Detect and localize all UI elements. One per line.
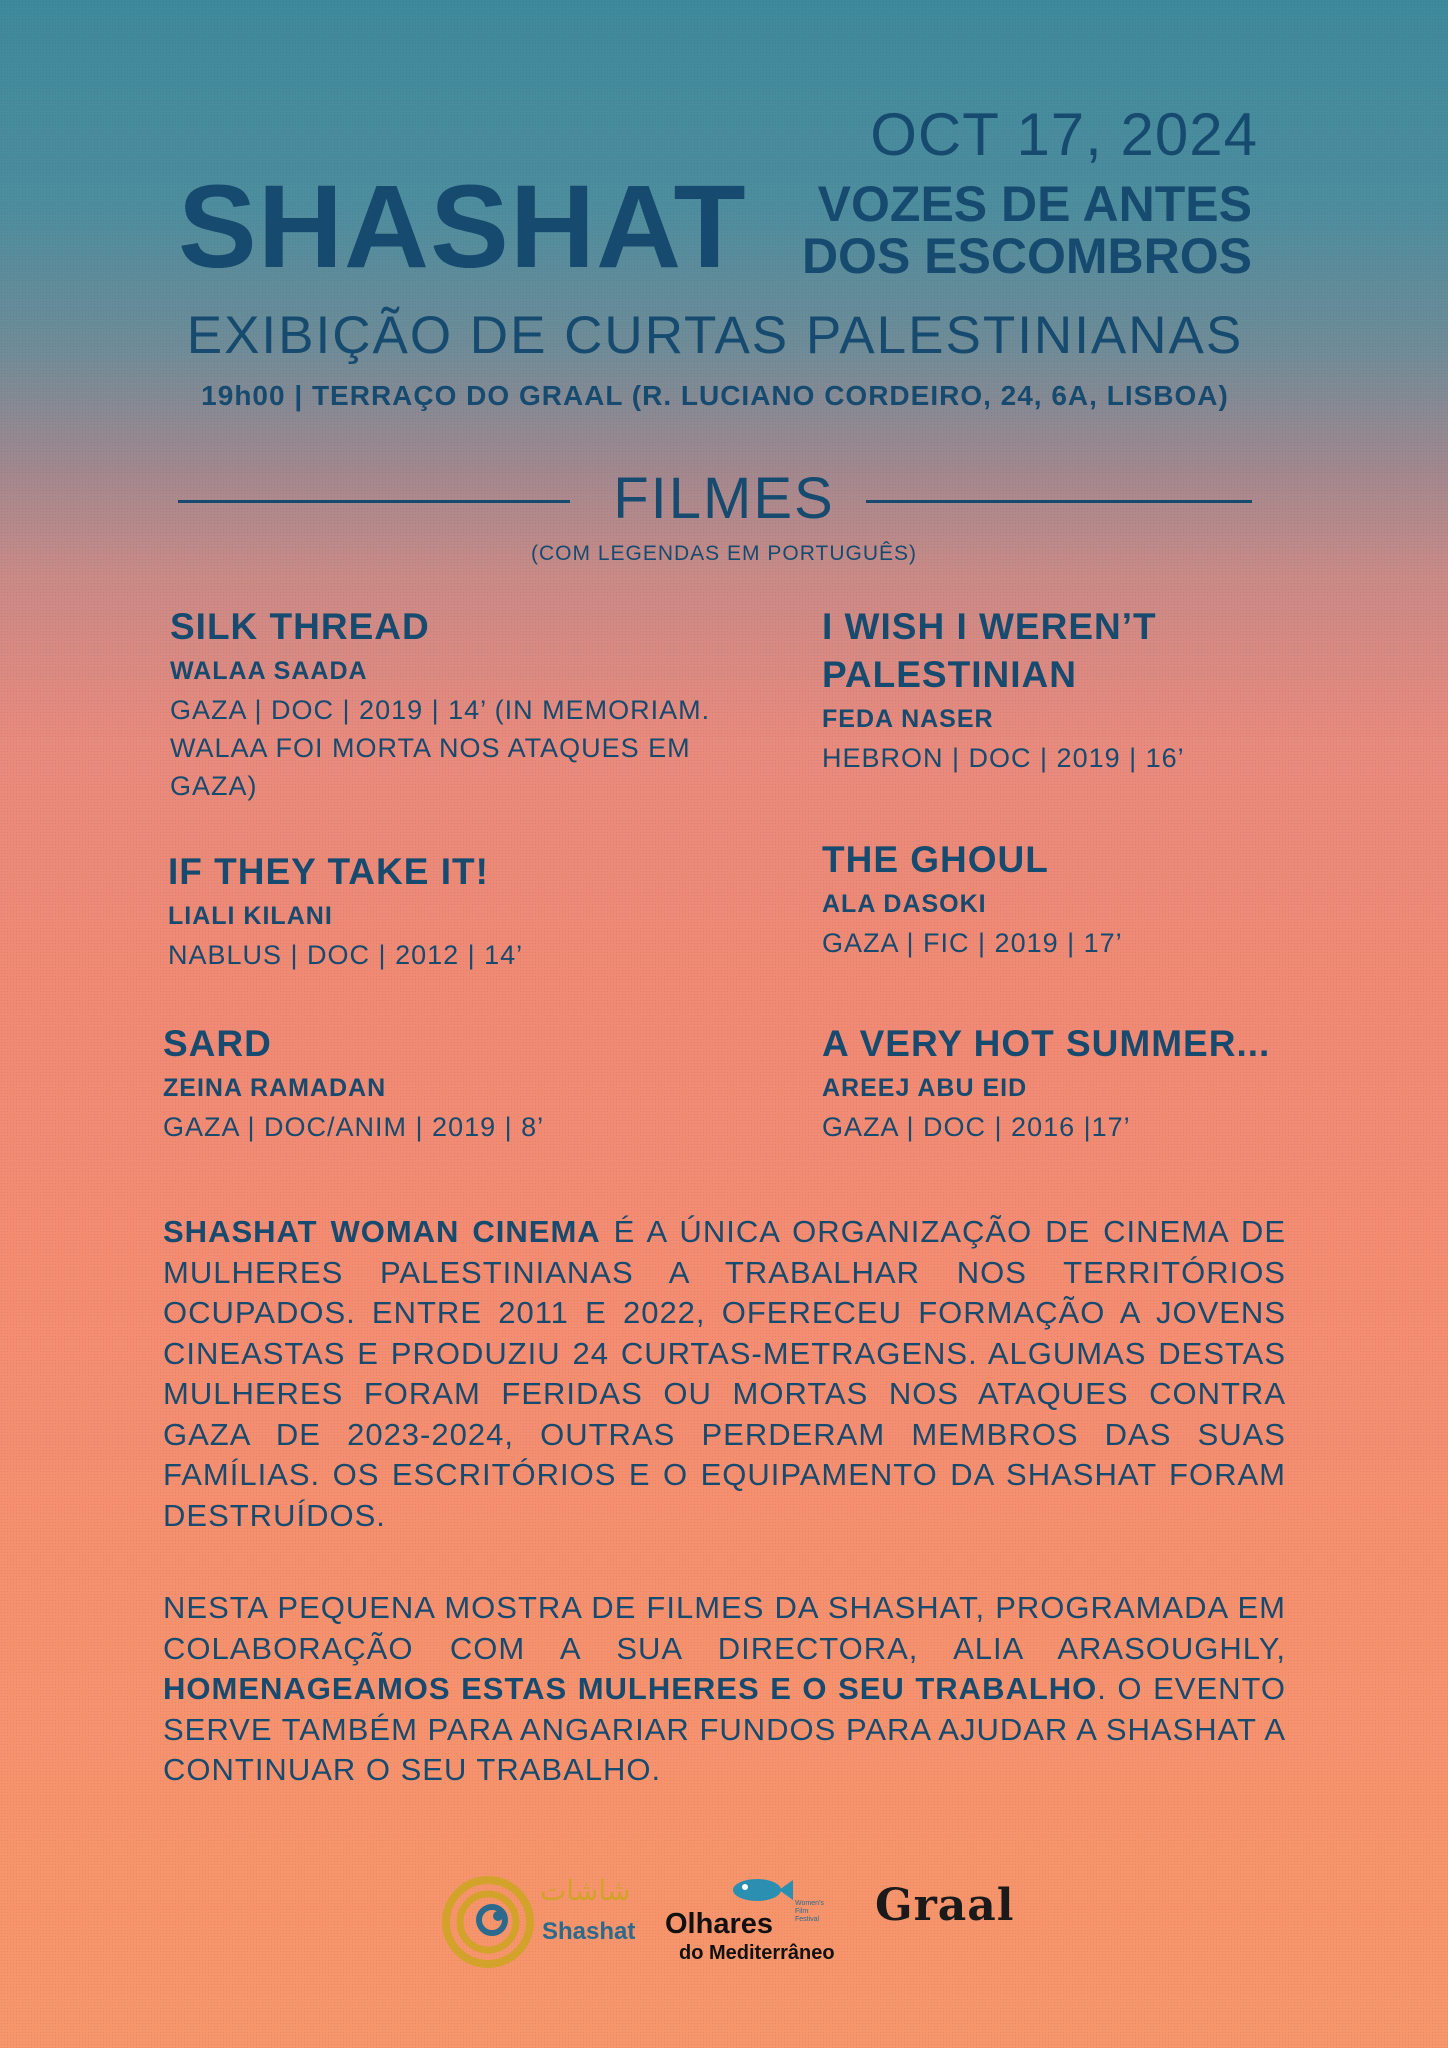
olhares-name: Olhares [665, 1908, 773, 1940]
film-entry [822, 603, 1242, 777]
fish-icon [725, 1870, 795, 1910]
exhibition-heading: EXIBIÇÃO DE CURTAS PALESTINIANAS [186, 306, 1244, 365]
about-text-1: É A ÚNICA ORGANIZAÇÃO DE CINEMA DE MULHERES PALESTINIANAS A TRABALHAR NOS TERRITÓRIOS OCUPADOS. ENTRE 2011 E 2022, OFERECEU FORMAÇÃO A JOVENS CINEASTAS E PRODUZIU 24 CURTAS-METRAGENS. ALGUMAS DESTAS MULHERES FORAM FERIDAS OU MORTAS NOS ATAQUES CONTRA GAZA DE 2023-2024, OUTRAS PERDERAM MEMBROS DAS SUAS FAMÍLIAS. OS ESCRITÓRIOS E O EQUIPAMENTO DA SHASHAT FORAM DESTRUÍDOS. [163, 1214, 1286, 1533]
olhares-logo [665, 1870, 865, 1970]
film-info: HEBRON | DOC | 2019 | 16’ [822, 743, 1185, 773]
about-paragraph-1 [163, 1212, 1286, 1536]
event-title: SHASHAT [178, 161, 747, 293]
film-director: WALAA SAADA [170, 657, 368, 685]
film-title: SARD [163, 1023, 272, 1064]
film-info: GAZA | DOC/ANIM | 2019 | 8’ [163, 1112, 545, 1142]
film-entry [163, 1020, 723, 1146]
film-director: ALA DASOKI [822, 890, 987, 918]
films-heading: FILMES [613, 466, 835, 531]
film-director: AREEJ ABU EID [822, 1074, 1028, 1102]
film-entry [168, 848, 728, 974]
olhares-tagline: Women's Film Festival [795, 1900, 824, 1923]
film-title: SILK THREAD [170, 606, 430, 647]
partner-logos [0, 1870, 1448, 1970]
about-text-2a: NESTA PEQUENA MOSTRA DE FILMES DA SHASHAT, PROGRAMADA EM COLABORAÇÃO COM A SUA DIRECTORA, ALIA ARASOUGHLY, [163, 1590, 1286, 1666]
subtitles-note: (COM LEGENDAS EM PORTUGUÊS) [531, 542, 917, 565]
org-name: SHASHAT WOMAN CINEMA [163, 1214, 601, 1249]
film-title: I WISH I WEREN’T PALESTINIAN [822, 606, 1157, 695]
shashat-spiral-icon [440, 1872, 540, 1972]
tribute-statement: HOMENAGEAMOS ESTAS MULHERES E O SEU TRABALHO [163, 1671, 1098, 1706]
film-info: GAZA | FIC | 2019 | 17’ [822, 928, 1123, 958]
event-date: OCT 17, 2024 [870, 101, 1258, 168]
film-director: FEDA NASER [822, 705, 994, 733]
graal-wordmark: Graal [875, 1880, 1015, 1931]
film-title: A VERY HOT SUMMER... [822, 1023, 1271, 1064]
film-director: ZEINA RAMADAN [163, 1074, 387, 1102]
film-title: THE GHOUL [822, 839, 1049, 880]
about-text-2b: . O EVENTO SERVE TAMBÉM PARA ANGARIAR FUNDOS PARA AJUDAR A SHASHAT A CONTINUAR O SEU TRABALHO. [163, 1671, 1286, 1787]
film-entry [822, 836, 1382, 962]
film-director: LIALI KILANI [168, 902, 333, 930]
divider-right [866, 500, 1252, 503]
shashat-logo [440, 1870, 636, 1970]
film-info: GAZA | DOC | 2019 | 14’ (IN MEMORIAM. WALAA FOI MORTA NOS ATAQUES EM GAZA) [170, 695, 711, 801]
olhares-subtitle: do Mediterrâneo [679, 1942, 835, 1964]
venue-line: 19h00 | TERRAÇO DO GRAAL (R. LUCIANO CORDEIRO, 24, 6A, LISBOA) [201, 380, 1229, 411]
subtitle-line-2: DOS ESCOMBROS [801, 228, 1252, 284]
subtitle-line-1: VOZES DE ANTES [817, 176, 1252, 232]
film-info: NABLUS | DOC | 2012 | 14’ [168, 940, 524, 970]
event-subtitle [790, 178, 1252, 282]
shashat-arabic-name: شاشات [540, 1874, 631, 1907]
about-paragraph-2 [163, 1588, 1286, 1791]
film-title: IF THEY TAKE IT! [168, 851, 489, 892]
film-info: GAZA | DOC | 2016 |17’ [822, 1112, 1131, 1142]
graal-logo [875, 1880, 1015, 1960]
film-entry [170, 603, 730, 805]
film-entry [822, 1020, 1302, 1146]
shashat-latin-name: Shashat [542, 1918, 636, 1945]
